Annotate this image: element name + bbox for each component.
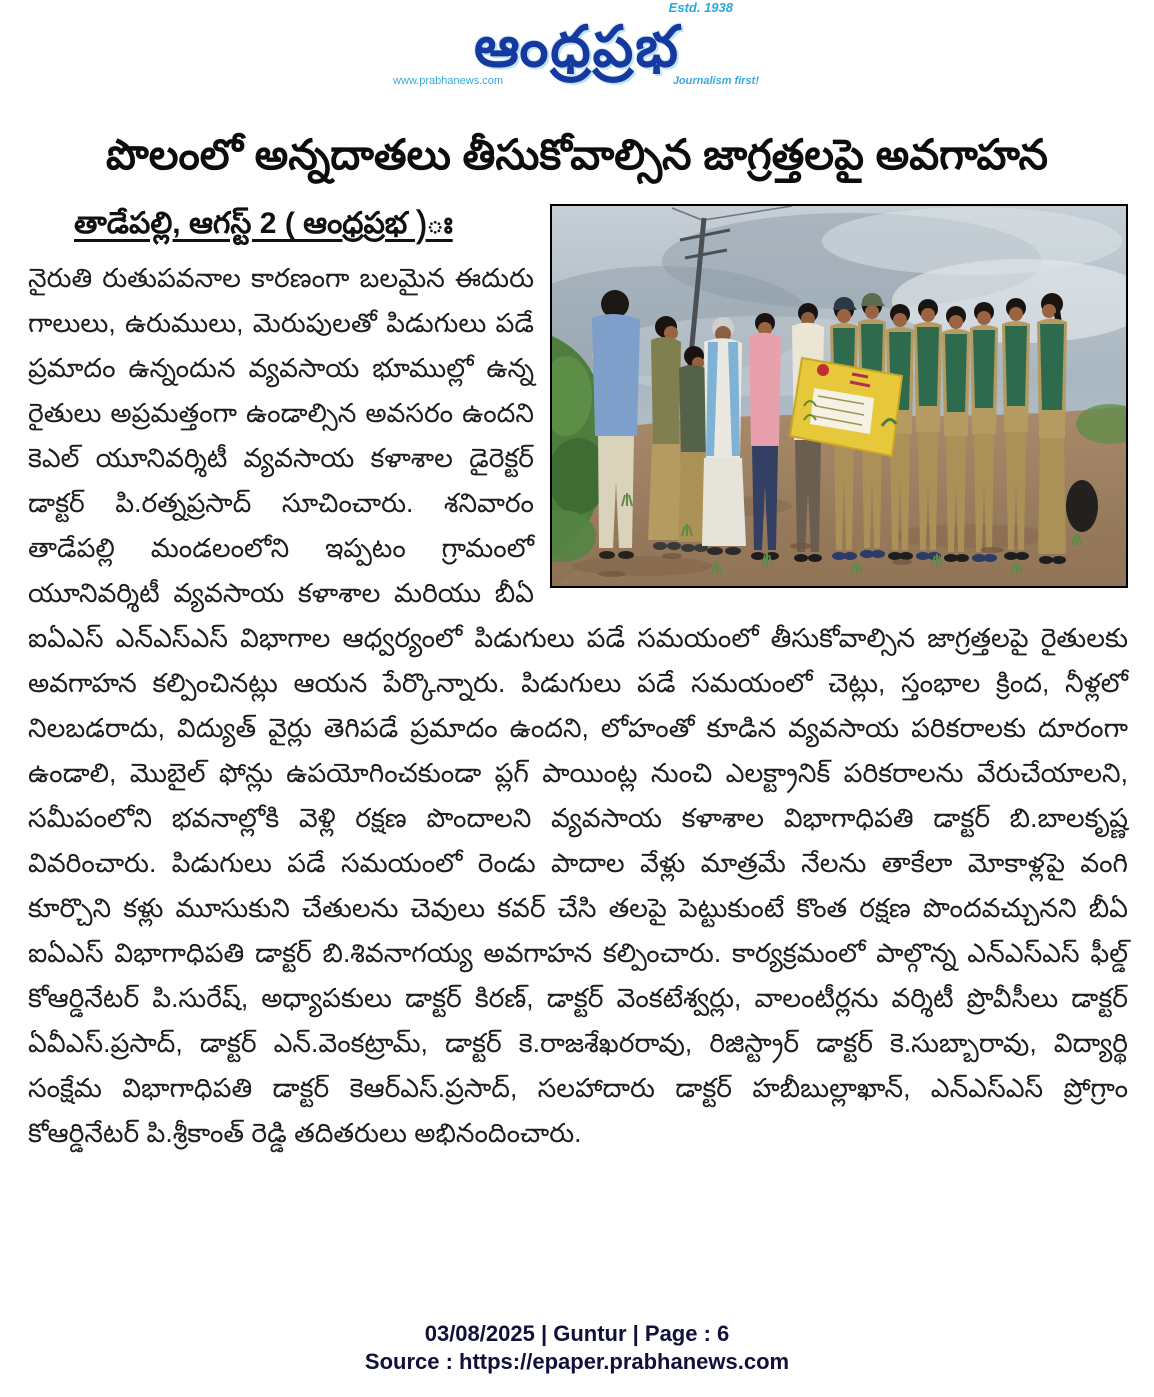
masthead-estd: Estd. 1938 — [668, 0, 733, 15]
masthead — [391, 0, 763, 88]
article-photo — [550, 204, 1128, 588]
footer-date-edition-page: 03/08/2025 | Guntur | Page : 6 — [424, 1321, 730, 1346]
article-body-container — [28, 198, 1128, 1156]
footer-source-url: Source : https://epaper.prabhanews.com — [364, 1349, 790, 1374]
page-footer — [0, 1320, 1154, 1376]
article-dateline: తాడేపల్లి, ఆగస్ట్ 2 ( ఆంధ్రప్రభ )ః — [74, 207, 453, 240]
masthead-website: www.prabhanews.com — [393, 75, 504, 87]
article-headline: పొలంలో అన్నదాతలు తీసుకోవాల్సిన జాగ్రత్తలపై అవగాహన — [105, 131, 1049, 178]
newspaper-logo: ఆంధ్రప్రభ — [474, 15, 680, 79]
field-photo-illustration — [552, 206, 1126, 586]
article-text: నైరుతి రుతుపవనాల కారణంగా బలమైన ఈదురు గాలులు, ఉరుములు, మెరుపులతో పిడుగులు పడే ప్రమాదం ఉన్నందున వ్యవసాయ భూముల్లో ఉన్న రైతులు అప్రమత్తంగా ఉండాల్సిన అవసరం ఉందని కెఎల్ యూనివర్శిటీ వ్యవసాయ కళాశాల డైరెక్టర్ డాక్టర్ పి.రత్నప్రసాద్ సూచించారు. శనివారం తాడేపల్లి మండలంలోని ఇప్పటం గ్రామంలో యూనివర్శిటీ వ్యవసాయ కళాశాల మరియు బీఏ ఐఏఎస్ ఎన్ఎస్ఎస్ విభాగాల ఆధ్వర్యంలో పిడుగులు పడే సమయంలో తీసుకోవాల్సిన జాగ్రత్తలపై రైతులకు అవగాహన కల్పించినట్లు ఆయన పేర్కొన్నారు. పిడుగులు పడే సమయంలో చెట్లు, స్తంభాల క్రింద, నీళ్లలో నిలబడరాదు, విద్యుత్ వైర్లు తెగిపడే ప్రమాదం ఉందని, లోహంతో కూడిన వ్యవసాయ పరికరాలకు దూరంగా ఉండాలి, మొబైల్ ఫోన్లు ఉపయోగించకుండా ప్లగ్ పాయింట్ల నుంచి ఎలక్ట్రానిక్ పరికరాలను వేరుచేయాలని, సమీపంలోని భవనాల్లోకి వెళ్లి రక్షణ పొందాలని వ్యవసాయ కళాశాల విభాగాధిపతి డాక్టర్ బి.బాలకృష్ణ వివరించారు. పిడుగులు పడే సమయంలో రెండు పాదాల వేళ్లు మాత్రమే నేలను తాకేలా మోకాళ్లపై వంగి కూర్చొని కళ్లు మూసుకుని చేతులను చెవులు కవర్ చేసి తలపై పెట్టుకుంటే కొంత రక్షణ పొందవచ్చునని బీఏ ఐఏఎస్ విభాగాధిపతి డాక్టర్ బి.శివనాగయ్య అవగాహన కల్పించారు. కార్యక్రమంలో పాల్గొన్న ఎన్ఎస్ఎస్ ఫీల్డ్ కోఆర్డినేటర్ పి.సురేష్, అధ్యాపకులు డాక్టర్ కిరణ్, డాక్టర్ వెంకటేశ్వర్లు, వాలంటీర్లను వర్శిటీ ప్రొవీసీలు డాక్టర్ ఏవీఎస్.ప్రసాద్, డాక్టర్ ఎన్.వెంకట్రామ్, డాక్టర్ కె.రాజశేఖరరావు, రిజిస్ట్రార్ డాక్టర్ కె.సుబ్బారావు, విద్యార్థి సంక్షేమ విభాగాధిపతి డాక్టర్ కెఆర్ఎస్.ప్రసాద్, సలహాదారు డాక్టర్ హబీబుల్లాఖాన్, ఎన్ఎస్ఎస్ ప్రోగ్రాం కోఆర్డినేటర్ పి.శ్రీకాంత్ రెడ్డి తదితరులు అభినందించారు. — [28, 263, 1128, 1148]
masthead-tagline: Journalism first! — [672, 75, 759, 87]
